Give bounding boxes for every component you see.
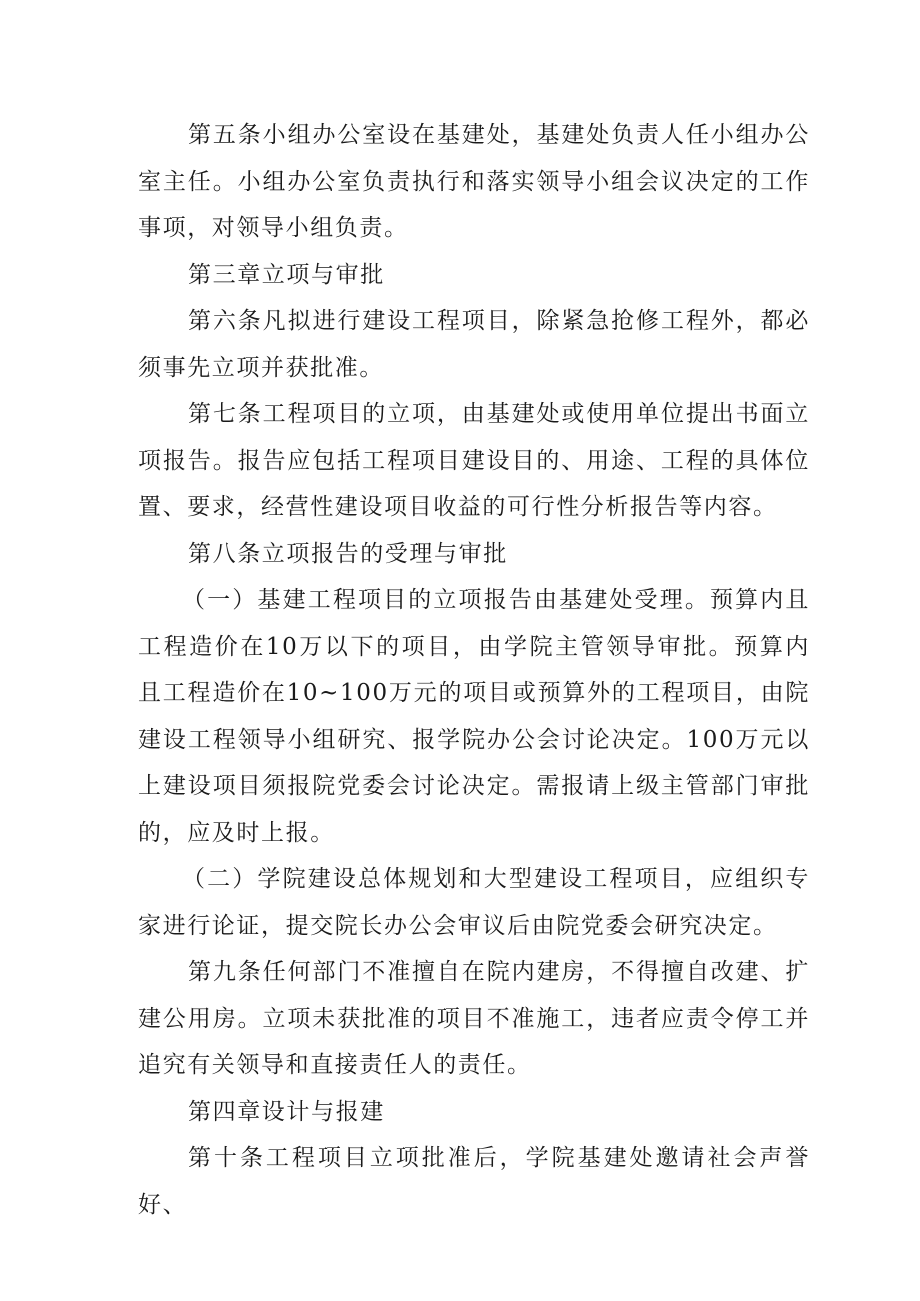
article-9: 第九条任何部门不准擅自在院内建房，不得擅自改建、扩建公用房。立项未获批准的项目不准施工，违者应责令停工并追究有关领导和直接责任人的责任。 <box>138 959 810 1078</box>
document-body <box>138 112 810 1228</box>
article-5: 第五条小组办公室设在基建处，基建处负责人任小组办公室主任。小组办公室负责执行和落实领导小组会议决定的工作事项，对领导小组负责。 <box>138 122 810 241</box>
chapter-3-heading: 第三章立项与审批 <box>188 261 385 288</box>
article-8-item-1: （一）基建工程项目的立项报告由基建处受理。预算内且工程造价在10万以下的项目，由学院主管领导审批。预算内且工程造价在10~100万元的项目或预算外的工程项目，由院建设工程领导小组研究、报学院办公会讨论决定。100万元以上建设项目须报院党委会讨论决定。需报请上级主管部门审批的，应及时上报。 <box>138 587 810 846</box>
chapter-4-heading: 第四章设计与报建 <box>188 1098 385 1125</box>
article-7: 第七条工程项目的立项，由基建处或使用单位提出书面立项报告。报告应包括工程项目建设目的、用途、工程的具体位置、要求，经营性建设项目收益的可行性分析报告等内容。 <box>138 401 810 520</box>
article-8-heading: 第八条立项报告的受理与审批 <box>188 540 508 567</box>
article-10: 第十条工程项目立项批准后，学院基建处邀请社会声誉好、 <box>138 1145 810 1218</box>
article-6: 第六条凡拟进行建设工程项目，除紧急抢修工程外，都必须事先立项并获批准。 <box>138 308 810 381</box>
article-8-item-2: （二）学院建设总体规划和大型建设工程项目，应组织专家进行论证，提交院长办公会审议后由院党委会研究决定。 <box>138 866 810 939</box>
